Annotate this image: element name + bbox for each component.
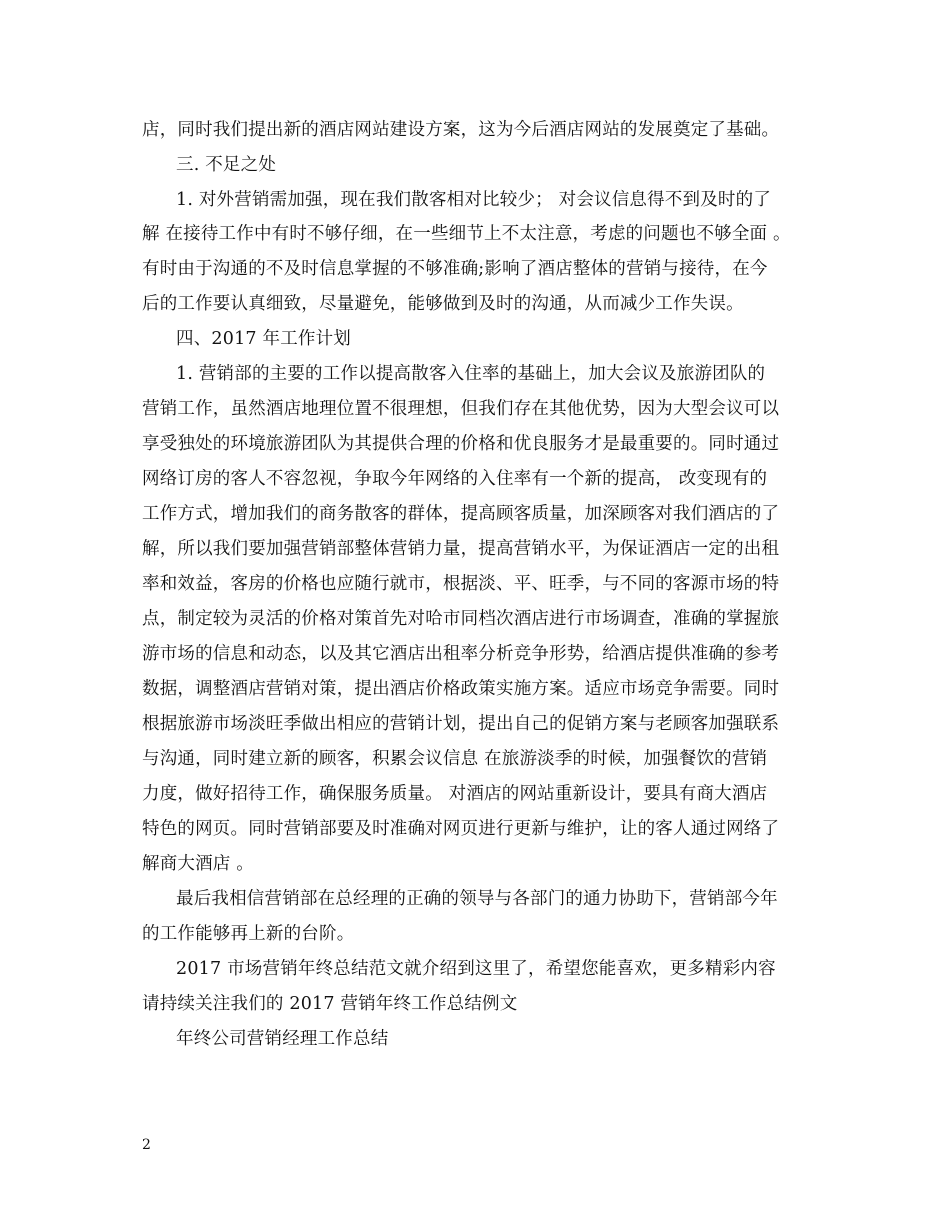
text-line: 享受独处的环境旅游团队为其提供合理的价格和优良服务才是最重要的。同时通过 <box>142 434 780 454</box>
text-line: 2017 市场营销年终总结范文就介绍到这里了，希望您能喜欢，更多精彩内容 <box>176 959 776 979</box>
text-line: 店，同时我们提出新的酒店网站建设方案，这为今后酒店网站的发展奠定了基础。 <box>142 120 780 140</box>
text-line: 工作方式，增加我们的商务散客的群体，提高顾客质量，加深顾客对我们酒店的了 <box>142 504 780 524</box>
text-line: 特色的网页。同时营销部要及时准确对网页进行更新与维护，让的客人通过网络了 <box>142 819 780 839</box>
text-line: 有时由于沟通的不及时信息掌握的不够准确;影响了酒店整体的营销与接待，在今 <box>142 259 768 279</box>
text-line: 数据，调整酒店营销对策，提出酒店价格政策实施方案。适应市场竞争需要。同时 <box>142 679 780 699</box>
text-line: 率和效益，客房的价格也应随行就市，根据淡、平、旺季，与不同的客源市场的特 <box>142 574 780 594</box>
text-line: 解商大酒店 。 <box>142 854 254 874</box>
text-line: 点，制定较为灵活的价格对策首先对哈市同档次酒店进行市场调查，准确的掌握旅 <box>142 609 780 629</box>
text-line: 的工作能够再上新的台阶。 <box>142 924 355 944</box>
text-line: 年终公司营销经理工作总结 <box>176 1029 389 1049</box>
section-heading: 四、2017 年工作计划 <box>176 329 351 349</box>
text-line: 根据旅游市场淡旺季做出相应的营销计划，提出自己的促销方案与老顾客加强联系 <box>142 714 780 734</box>
text-line: 最后我相信营销部在总经理的正确的领导与各部门的通力协助下，营销部今年 <box>176 889 778 909</box>
text-line: 营销工作，虽然酒店地理位置不很理想，但我们存在其他优势，因为大型会议可以 <box>142 399 780 419</box>
text-line: 解，所以我们要加强营销部整体营销力量，提高营销水平，为保证酒店一定的出租 <box>142 539 780 559</box>
text-line: 请持续关注我们的 2017 营销年终工作总结例文 <box>142 994 518 1014</box>
text-line: 1. 对外营销需加强，现在我们散客相对比较少； 对会议信息得不到及时的了 <box>176 190 772 210</box>
text-line: 力度，做好招待工作，确保服务质量。 对酒店的网站重新设计，要具有商大酒店 <box>142 784 768 804</box>
text-line: 后的工作要认真细致，尽量避免，能够做到及时的沟通，从而减少工作失误。 <box>142 294 744 314</box>
text-line: 解 在接待工作中有时不够仔细，在一些细节上不太注意，考虑的问题也不够全面 。 <box>142 224 791 244</box>
text-line: 网络订房的客人不容忽视，争取今年网络的入住率有一个新的提高， 改变现有的 <box>142 469 768 489</box>
page-number: 2 <box>142 1137 151 1153</box>
section-heading: 三. 不足之处 <box>176 155 277 175</box>
text-line: 游市场的信息和动态，以及其它酒店出租率分析竞争形势，给酒店提供准确的参考 <box>142 644 780 664</box>
text-line: 与沟通，同时建立新的顾客，积累会议信息 在旅游淡季的时候，加强餐饮的营销 <box>142 749 768 769</box>
text-line: 1. 营销部的主要的工作以提高散客入住率的基础上，加大会议及旅游团队的 <box>176 364 766 384</box>
